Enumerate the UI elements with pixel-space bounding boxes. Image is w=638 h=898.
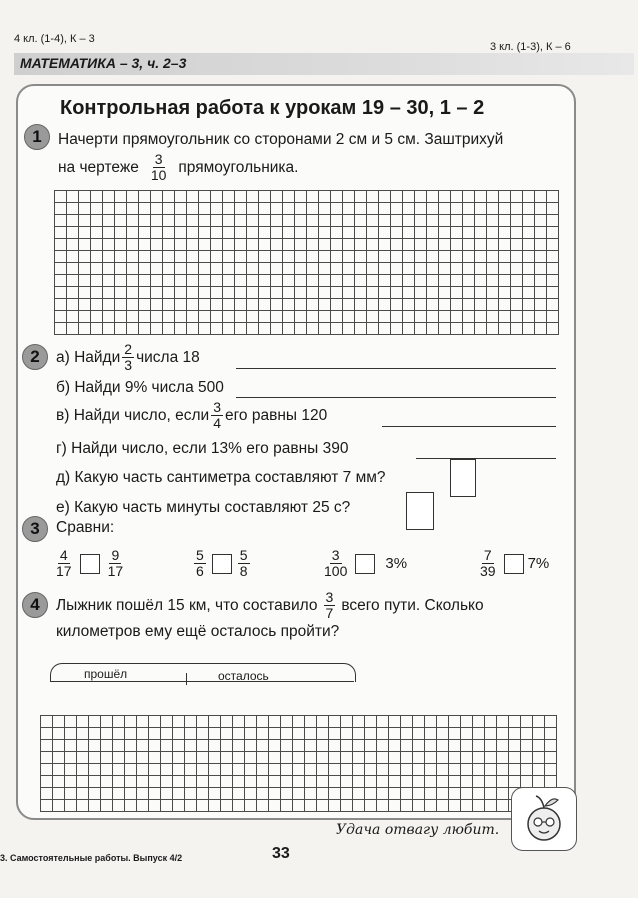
compare-1-left-num: 4 bbox=[59, 547, 68, 563]
compare-3-left-num: 3 bbox=[331, 547, 340, 563]
task-1-drawing-grid[interactable] bbox=[54, 190, 559, 335]
compare-1-right bbox=[106, 548, 126, 579]
compare-2-sign-box[interactable] bbox=[212, 554, 232, 574]
compare-3 bbox=[320, 548, 407, 579]
page-title: Контрольная работа к урокам 19 – 30, 1 – 2 bbox=[60, 97, 485, 119]
compare-1-left bbox=[54, 548, 74, 579]
task-2-a-answer-line[interactable] bbox=[236, 368, 556, 369]
compare-3-left-den: 100 bbox=[324, 563, 348, 579]
task-4-number: 4 bbox=[22, 592, 48, 618]
compare-2-right-num: 5 bbox=[239, 547, 248, 563]
task-1-suffix: прямоугольника. bbox=[178, 158, 299, 176]
task-2-e: д) Какую часть сантиметра составляют 7 мм? bbox=[56, 469, 386, 486]
task-2-a bbox=[56, 342, 200, 373]
compare-1-right-num: 9 bbox=[111, 547, 120, 563]
compare-2-right bbox=[238, 548, 250, 579]
task-2-number: 2 bbox=[22, 344, 48, 370]
compare-4-right: 7% bbox=[527, 555, 550, 572]
task-1-fraction bbox=[149, 152, 169, 183]
compare-4-left bbox=[478, 548, 498, 579]
task-1-number: 1 bbox=[24, 124, 50, 150]
compare-4 bbox=[476, 548, 549, 579]
compare-3-right: 3% bbox=[385, 555, 408, 572]
task-4-frac-num: 3 bbox=[325, 589, 334, 605]
compare-2 bbox=[192, 548, 252, 579]
task-2-e-answer-box[interactable] bbox=[450, 459, 476, 497]
header-right-code: 3 кл. (1-3), К – 6 bbox=[490, 41, 571, 53]
task-1-frac-num: 3 bbox=[154, 151, 163, 167]
task-2-c bbox=[56, 400, 327, 431]
task-2-a-prefix: а) Найди bbox=[56, 348, 121, 366]
compare-1-left-den: 17 bbox=[56, 563, 72, 579]
compare-1-right-den: 17 bbox=[107, 563, 124, 579]
task-2-a-frac-num: 2 bbox=[124, 341, 133, 357]
header-left-code: 4 кл. (1-4), К – 3 bbox=[14, 33, 95, 45]
compare-3-sign-box[interactable] bbox=[355, 554, 375, 574]
task-1-line-2 bbox=[58, 152, 298, 183]
task-2-c-frac-num: 3 bbox=[213, 399, 221, 415]
compare-3-left bbox=[322, 548, 349, 579]
path-label-went: прошёл bbox=[84, 667, 128, 681]
task-2-c-fraction bbox=[211, 400, 223, 431]
path-diagram-line bbox=[50, 681, 354, 682]
task-2-a-suffix: числа 18 bbox=[136, 348, 200, 366]
task-1-line-1: Начерти прямоугольник со сторонами 2 см и 5 см. Заштрихуй bbox=[58, 131, 504, 148]
task-1-frac-den: 10 bbox=[150, 167, 167, 183]
task-2-d-answer-line[interactable] bbox=[416, 458, 556, 459]
task-4-fraction bbox=[324, 590, 336, 621]
task-2-b: б) Найди 9% числа 500 bbox=[56, 379, 224, 396]
compare-4-sign-box[interactable] bbox=[504, 554, 524, 574]
task-2-d: г) Найди число, если 13% его равны 390 bbox=[56, 440, 349, 457]
path-label-left: осталось bbox=[218, 669, 269, 683]
badge-frame bbox=[511, 787, 577, 851]
compare-2-right-den: 8 bbox=[239, 563, 248, 579]
subject-title: МАТЕМАТИКА – 3, ч. 2–3 bbox=[20, 55, 187, 71]
task-2-c-answer-line[interactable] bbox=[382, 426, 556, 427]
motto: Удача отвагу любит. bbox=[336, 822, 500, 838]
task-1-prefix: на чертеже bbox=[58, 158, 139, 176]
apple-mascot-icon bbox=[512, 788, 576, 850]
task-2-b-answer-line[interactable] bbox=[236, 397, 556, 398]
path-diagram-divider bbox=[186, 673, 187, 685]
task-4-frac-den: 7 bbox=[325, 605, 334, 621]
task-2-c-frac-den: 4 bbox=[213, 415, 221, 431]
compare-4-left-num: 7 bbox=[483, 547, 492, 563]
task-2-c-suffix: его равны 120 bbox=[225, 406, 328, 424]
page-number: 33 bbox=[272, 845, 290, 862]
compare-2-left-den: 6 bbox=[196, 563, 204, 579]
compare-1-sign-box[interactable] bbox=[80, 554, 100, 574]
task-4-prefix: Лыжник пошёл 15 км, что составило bbox=[56, 596, 318, 614]
task-3-label: Сравни: bbox=[56, 519, 115, 536]
task-4-solution-grid[interactable] bbox=[40, 715, 557, 812]
footer-series: 3. Самостоятельные работы. Выпуск 4/2 bbox=[0, 853, 183, 863]
compare-1 bbox=[52, 548, 127, 579]
task-2-c-prefix: в) Найди число, если bbox=[56, 406, 210, 424]
task-2-a-frac-den: 3 bbox=[124, 357, 133, 373]
task-2-f: е) Какую часть минуты составляют 25 с? bbox=[56, 499, 351, 516]
task-4-line-1 bbox=[56, 590, 484, 621]
task-2-a-fraction bbox=[122, 342, 134, 373]
task-2-f-answer-box[interactable] bbox=[406, 492, 434, 530]
task-3-number: 3 bbox=[22, 516, 48, 542]
compare-2-left bbox=[194, 548, 206, 579]
task-4-suffix: всего пути. Сколько bbox=[341, 596, 484, 614]
task-4-line-2: километров ему ещё осталось пройти? bbox=[56, 623, 340, 640]
compare-2-left-num: 5 bbox=[196, 547, 204, 563]
compare-4-left-den: 39 bbox=[480, 563, 496, 579]
